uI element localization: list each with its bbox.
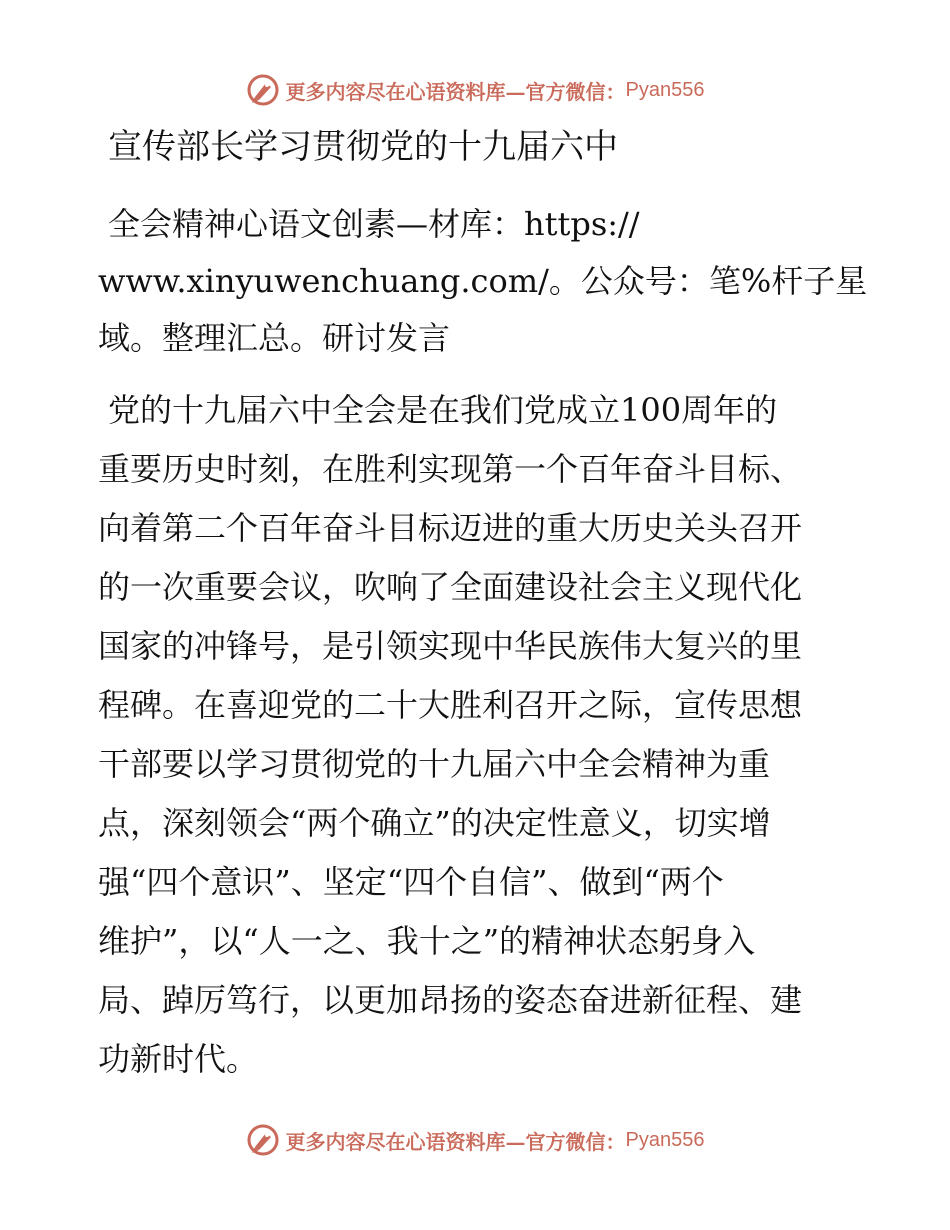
body-line: 功新时代。 xyxy=(98,1040,259,1078)
body-line: 强“四个意识”、坚定“四个自信”、做到“两个 xyxy=(98,863,724,901)
document-title: 宣传部长学习贯彻党的十九届六中 xyxy=(108,127,618,167)
body-line: 点，深刻领会“两个确立”的决定性意义，切实增 xyxy=(98,804,771,842)
banner-wechat-id: Pyan556 xyxy=(625,78,705,101)
body-line: 国家的冲锋号，是引领实现中华民族伟大复兴的里 xyxy=(98,627,803,665)
body-line: 维护”，以“人一之、我十之”的精神状态躬身入 xyxy=(98,922,756,960)
subtitle-line: 域。整理汇总。研讨发言 xyxy=(98,319,451,357)
body-line: 局、踔厉笃行，以更加昂扬的姿态奋进新征程、建 xyxy=(98,981,803,1019)
footer-banner xyxy=(0,1120,950,1160)
pen-nib-logo-icon xyxy=(246,73,280,107)
subtitle-line: www.xinyuwenchuang.com/。公众号：笔%杆子星 xyxy=(98,262,868,300)
body-line: 重要历史时刻，在胜利实现第一个百年奋斗目标、 xyxy=(98,450,803,488)
footer-wechat-id: Pyan556 xyxy=(625,1128,705,1151)
body-line: 程碑。在喜迎党的二十大胜利召开之际，宣传思想 xyxy=(98,686,803,724)
pen-nib-logo-icon xyxy=(246,1123,280,1157)
body-line: 向着第二个百年奋斗目标迈进的重大历史关头召开 xyxy=(98,509,803,547)
footer-promo-text: 更多内容尽在心语资料库—官方微信： xyxy=(285,1129,626,1154)
body-paragraph xyxy=(98,381,858,1089)
document-subtitle xyxy=(98,196,868,367)
body-line: 的一次重要会议，吹响了全面建设社会主义现代化 xyxy=(98,568,803,606)
body-line: 干部要以学习贯彻党的十九届六中全会精神为重 xyxy=(98,745,771,783)
header-banner xyxy=(0,70,950,110)
banner-promo-text: 更多内容尽在心语资料库—官方微信： xyxy=(285,79,626,104)
body-line: 党的十九届六中全会是在我们党成立100周年的 xyxy=(108,391,778,429)
subtitle-line: 全会精神心语文创素—材库：https:// xyxy=(108,205,640,243)
